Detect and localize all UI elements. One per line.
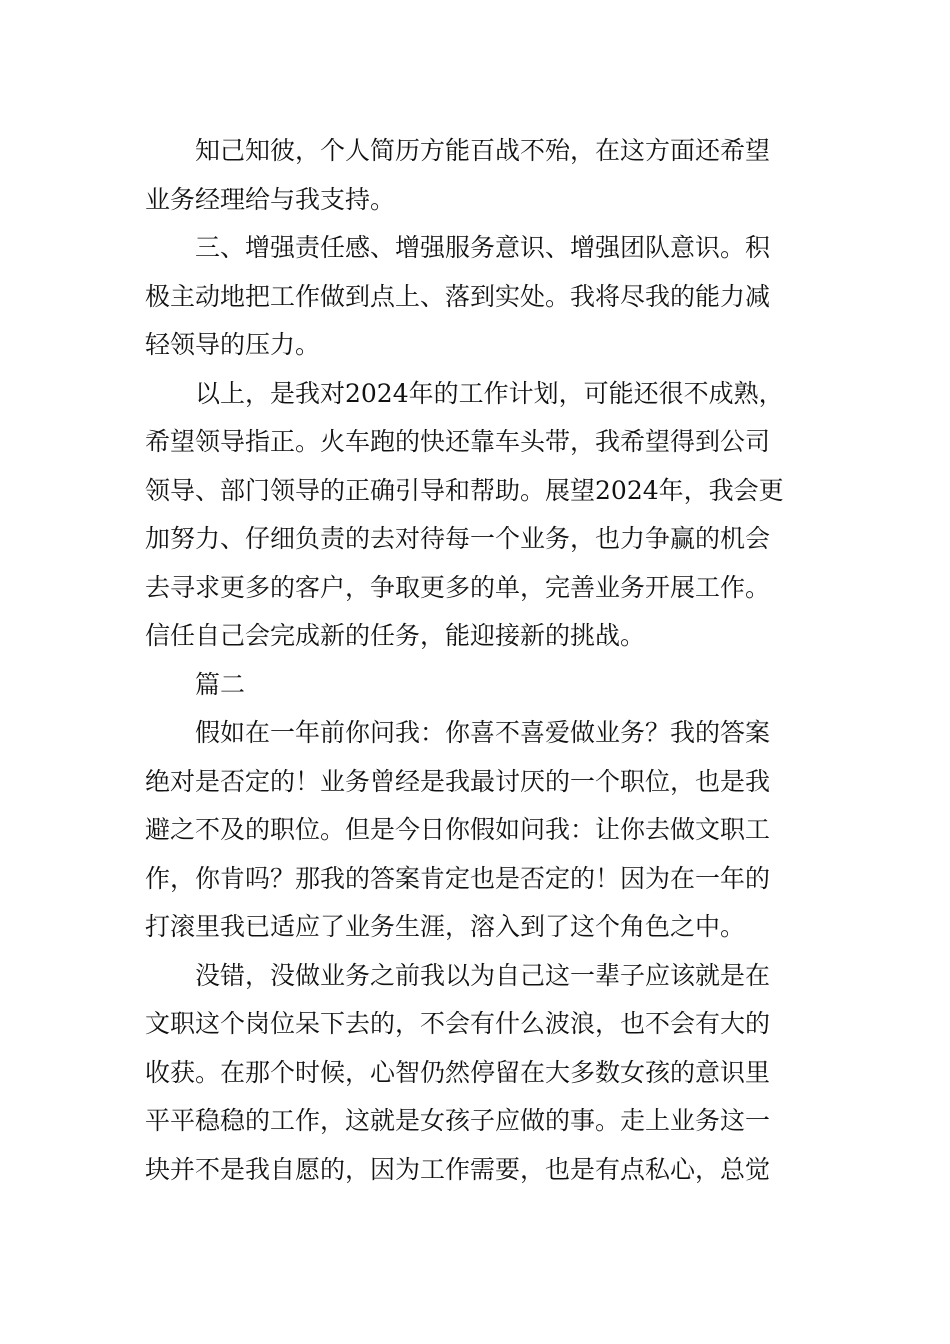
text-line: 避之不及的职位。但是今日你假如问我：让你去做文职工 bbox=[145, 815, 771, 844]
text-line: 业务经理给与我支持。 bbox=[145, 184, 396, 214]
text-line: 块并不是我自愿的，因为工作需要，也是有点私心，总觉 bbox=[145, 1154, 771, 1184]
text-line: 领导、部门领导的正确引导和帮助。展望2024年，我会更 bbox=[145, 475, 784, 505]
text-line: 三、增强责任感、增强服务意识、增强团队意识。积 bbox=[195, 233, 771, 262]
text-line: 知己知彼，个人简历方能百战不殆，在这方面还希望 bbox=[195, 136, 771, 165]
section-heading bbox=[145, 661, 809, 710]
paragraph-5 bbox=[145, 952, 809, 1195]
document-body bbox=[145, 127, 809, 1194]
text-line: 作，你肯吗？那我的答案肯定也是否定的！因为在一年的 bbox=[145, 863, 771, 893]
paragraph-4 bbox=[145, 709, 809, 952]
text-line: 极主动地把工作做到点上、落到实处。我将尽我的能力减 bbox=[145, 281, 771, 311]
text-line: 以上，是我对2024年的工作计划，可能还很不成熟， bbox=[195, 378, 784, 408]
text-line: 文职这个岗位呆下去的，不会有什么波浪，也不会有大的 bbox=[145, 1009, 771, 1038]
text-line: 没错，没做业务之前我以为自己这一辈子应该就是在 bbox=[195, 960, 771, 990]
paragraph-2 bbox=[145, 224, 809, 370]
paragraph-1 bbox=[145, 127, 809, 224]
text-line: 去寻求更多的客户，争取更多的单，完善业务开展工作。 bbox=[145, 572, 771, 602]
text-line: 绝对是否定的！业务曾经是我最讨厌的一个职位，也是我 bbox=[145, 766, 771, 796]
text-line: 加努力、仔细负责的去对待每一个业务，也力争赢的机会 bbox=[145, 524, 771, 553]
text-line: 假如在一年前你问我：你喜不喜爱做业务？我的答案 bbox=[195, 718, 771, 747]
text-line: 平平稳稳的工作，这就是女孩子应做的事。走上业务这一 bbox=[145, 1106, 771, 1135]
text-line: 轻领导的压力。 bbox=[145, 330, 321, 359]
section-heading-text: 篇二 bbox=[195, 669, 246, 699]
paragraph-3 bbox=[145, 370, 809, 661]
text-line: 信任自己会完成新的任务，能迎接新的挑战。 bbox=[145, 621, 646, 650]
text-line: 打滚里我已适应了业务生涯，溶入到了这个角色之中。 bbox=[145, 912, 746, 941]
text-line: 希望领导指正。火车跑的快还靠车头带，我希望得到公司 bbox=[145, 427, 771, 456]
text-line: 收获。在那个时候，心智仍然停留在大多数女孩的意识里 bbox=[145, 1057, 771, 1087]
